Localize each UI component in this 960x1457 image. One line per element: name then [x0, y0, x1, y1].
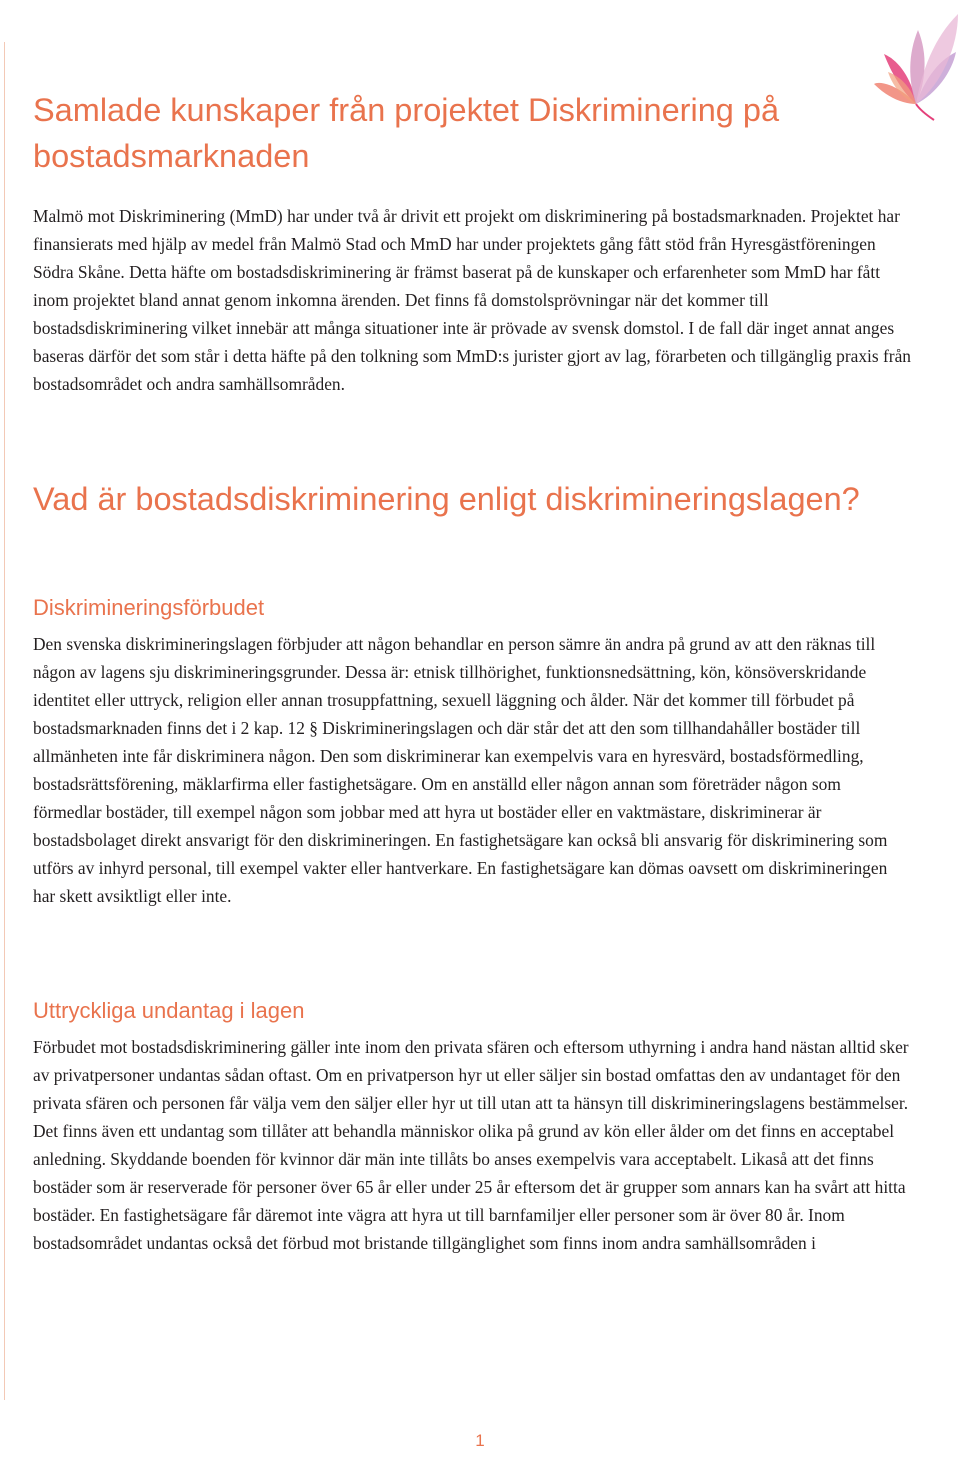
subsection-paragraph-diskrimineringsforbudet: Den svenska diskrimineringslagen förbjuder att någon behandlar en person sämre än andra på grund av att den räknas till någon av lagens sju diskrimineringsgrunder. Dessa är: etnisk tillhörighet, funktionsnedsättning, kön, könsöverskridande identitet eller uttryck, religion eller annan trosuppfattning, sexuell läggning och ålder. När det kommer till förbudet på bostadsmarknaden finns det i 2 kap. 12 § Diskrimineringslagen och där står det att den som tillhandahåller bostäder till allmänheten inte får diskriminera någon. Den som diskriminerar kan exempelvis vara en hyresvärd, bostadsförmedling, bostadsrättsförening, mäklarfirma eller fastighetsägare. Om en anställd eller någon annan som företräder någon som förmedlar bostäder, till exempel någon som jobbar med att hyra ut bostäder eller en vaktmästare, diskriminerar är bostadsbolaget direkt ansvarigt för den diskrimineringen. En fastighetsägare kan också bli ansvarig för diskriminering som utförs av inhyrd personal, till exempel vakter eller hantverkare. En fastighetsägare kan dömas oavsett om diskrimineringen har skett avsiktligt eller inte.: [33, 634, 888, 906]
page-number: 1: [475, 1431, 485, 1450]
subsection-heading-undantag: Uttryckliga undantag i lagen: [33, 998, 305, 1023]
subsection-paragraph-undantag: Förbudet mot bostadsdiskriminering gäller inte inom den privata sfären och eftersom uthyrning i andra hand nästan alltid sker av privatpersoner undantas sådan oftast. Om en privatperson hyr ut eller säljer sin bostad omfattas den av undantaget för den privata sfären och personen får välja vem den säljer eller hyr ut till utan att ta hänsyn till diskrimineringslagens bestämmelser. Det finns även ett undantag som tillåter att behandla människor olika på grund av kön eller ålder om det finns en acceptabel anledning. Skyddande boenden för kvinnor där män inte tillåts bo anses exempelvis vara acceptabelt. Likaså att det finns bostäder som är reserverade för personer över 65 år eller under 25 år eftersom det är grupper som annars kan ha svårt att hitta bostäder. En fastighetsägare får däremot inte vägra att hyra ut till barnfamiljer eller personer som är över 80 år. Inom bostadsområdet undantas också det förbud mot bristande tillgänglighet som finns inom andra samhällsområden i: [33, 1037, 909, 1253]
margin-rule: [4, 42, 5, 1400]
intro-paragraph: Malmö mot Diskriminering (MmD) har under två år drivit ett projekt om diskriminering på bostadsmarknaden. Projektet har finansierats med hjälp av medel från Malmö Stad och MmD har under projektets gång fått stöd från Hyresgästföreningen Södra Skåne. Detta häfte om bostadsdiskriminering är främst baserat på de kunskaper och erfarenheter som MmD har fått inom projektet bland annat genom inkomna ärenden. Det finns få domstolsprövningar när det kommer till bostadsdiskriminering vilket innebär att många situationer inte är prövade av svensk domstol. I de fall där inget annat anges baseras därför det som står i detta häfte på den tolkning som MmD:s jurister gjort av lag, förarbeten och tillgänglig praxis från bostadsområdet och andra samhällsområden.: [33, 206, 911, 394]
subsection-heading-diskrimineringsforbudet: Diskrimineringsförbudet: [33, 595, 265, 620]
section-heading: Vad är bostadsdiskriminering enligt diskrimineringslagen?: [33, 481, 860, 517]
page-title: Samlade kunskaper från projektet Diskriminering på bostadsmarknaden: [33, 92, 780, 174]
